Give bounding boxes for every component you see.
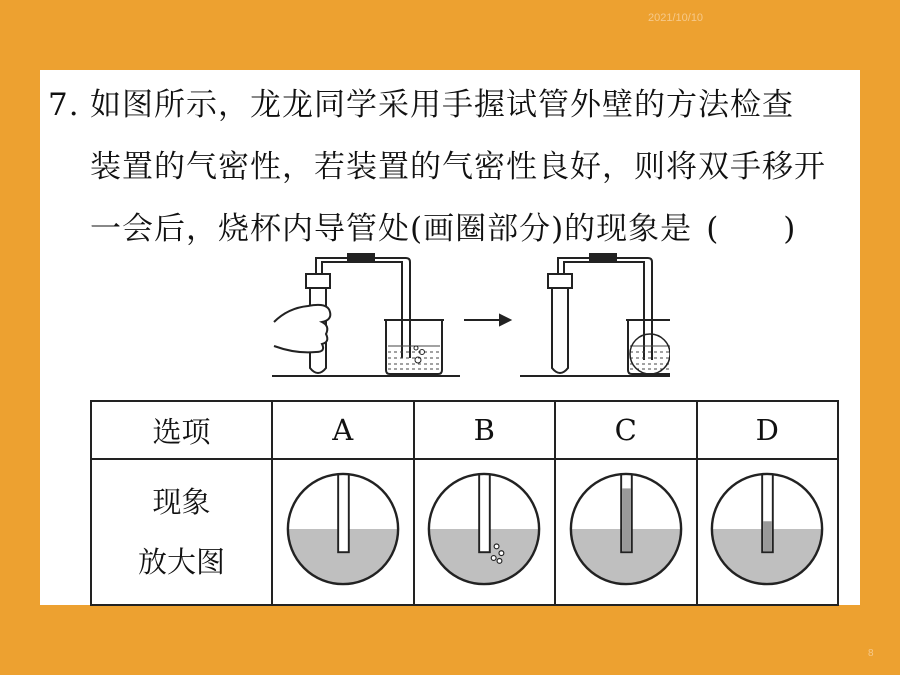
question-line-2: 装置的气密性，若装置的气密性良好，则将双手移开 — [90, 149, 826, 185]
row-label-line-2: 放大图 — [137, 545, 225, 579]
magnified-view-d — [709, 471, 825, 587]
row-label — [91, 459, 272, 605]
option-b-label: B — [414, 401, 556, 459]
magnified-view-c — [568, 471, 684, 587]
right-stopper — [548, 274, 572, 288]
question-line-1: 如图所示，龙龙同学采用手握试管外壁的方法检查 — [90, 87, 794, 123]
question-line-3: 一会后，烧杯内导管处(画圈部分)的现象是 — [90, 211, 693, 247]
page-number: 8 — [868, 648, 874, 659]
option-d-figure — [697, 459, 839, 605]
option-a-figure — [272, 459, 414, 605]
question-text — [48, 74, 854, 260]
options-table — [90, 400, 839, 606]
option-a-label: A — [272, 401, 414, 459]
option-c-figure — [555, 459, 697, 605]
answer-blank: ( ) — [706, 211, 797, 247]
question-card — [40, 70, 860, 605]
magnified-view-b — [426, 471, 542, 587]
table-body-row — [91, 459, 838, 605]
slide-date: 2021/10/10 — [648, 12, 704, 24]
right-test-tube-icon — [552, 288, 568, 373]
option-d-label: D — [697, 401, 839, 459]
header-label: 选项 — [91, 401, 272, 459]
table-header-row — [91, 401, 838, 459]
hand-icon — [274, 305, 330, 353]
row-label-line-1: 现象 — [152, 485, 211, 519]
magnified-view-a — [285, 471, 401, 587]
option-b-figure — [414, 459, 556, 605]
question-number: 7. — [48, 87, 80, 123]
apparatus-diagram — [270, 250, 670, 380]
left-stopper — [306, 274, 330, 288]
option-c-label: C — [555, 401, 697, 459]
magnified-circle-marker — [630, 334, 670, 374]
